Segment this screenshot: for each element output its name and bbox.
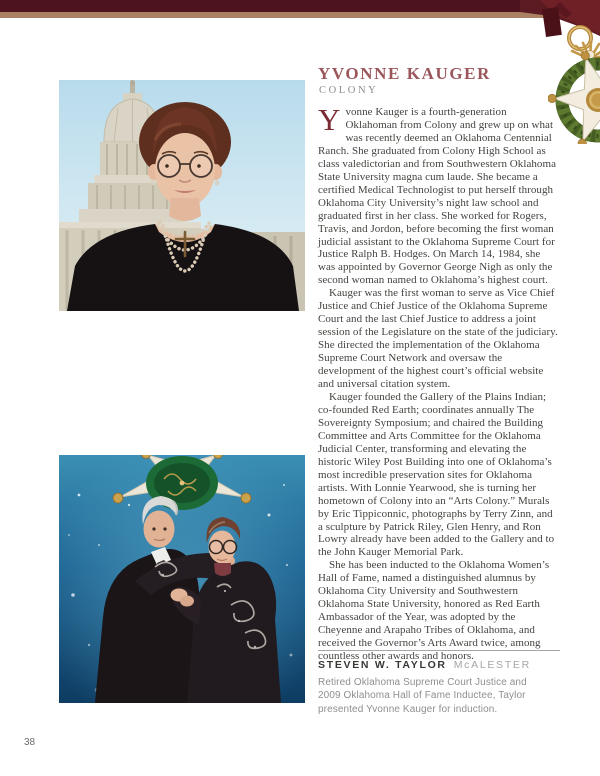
page-title: YVONNE KAUGER [318,64,491,83]
caption-text: Retired Oklahoma Supreme Court Justice and 2009 Oklahoma Hall of Fame Inductee, Taylor presented Yvonne Kauger for induction. [318,677,527,715]
page-subtitle: COLONY [319,85,379,96]
article [318,64,560,663]
paragraph-1: Yvonne Kauger is a fourth-generation Oklahoman from Colony and grew up on what was recently deemed an Oklahoma Centennial Ranch. She graduated from Colony High School as class valedictorian and from Southwestern Oklahoma State University magna cum laude. She became a certified Medical Technologist to put herself through Oklahoma City University’s night law school and graduated first in her class. She worked for Rogers, Travis, and Jordon, before becoming the first woman judicial assistant to the Oklahoma Supreme Court for Justice Ralph B. Hodges. On March 14, 1984, she was appointed by Governor George Nigh as only the second woman named to Oklahoma’s highest court. [318,102,557,287]
portrait-photo [59,80,305,311]
top-maroon-band [0,0,600,12]
event-photo [59,455,305,703]
caption-name: STEVEN W. TAYLOR [318,659,447,671]
caption-location: McALESTER [453,659,531,671]
paragraph-4: She has been inducted to the Oklahoma Women’s Hall of Fame, named a distinguished alumnus by Oklahoma City University and Southwestern Oklahoma State University, honored as Red Earth Ambassador of the Year, was adopted by the Cheyenne and Arapaho Tribes of Oklahoma, and received the Governor’s Arts Award twice, among countless other awards and honors. [318,559,550,663]
caption-divider [318,650,560,651]
page-number: 38 [24,737,36,748]
paragraph-2: Kauger was the first woman to serve as Vice Chief Justice and Chief Justice of the Oklahoma Supreme Court and the last Chief Justice to address a joint session of the Legislature on the state of the judiciary. She directed the implementation of the Oklahoma Supreme Court Network and oversaw the development of the highest court’s official website and universal citation system. [318,287,558,391]
paragraph-3: Kauger founded the Gallery of the Plains Indian; co-founded Red Earth; coordinates annually The Sovereignty Symposium; and chaired the Building Committee and Arts Committee for the Oklahoma Judicial Center, transforming and elevating the historic Wiley Post Building into one of Oklahoma’s most incredible preservation sites for Oklahoma artists. With Lonnie Yearwood, she is turning her hometown of Colony into an “Arts Colony.” Murals by Eric Tippiconnic, photographs by Terry Zinn, and a sculpture by Patrick Riley, Glen Henry, and Ron Lowry already have been added to the Gallery and to the John Kauger Memorial Park. [318,390,555,559]
caption-heading [318,659,560,672]
photo-caption-block [318,650,560,716]
biography-text [318,102,560,663]
dropcap: Y [318,102,341,137]
top-tan-band [0,12,600,18]
